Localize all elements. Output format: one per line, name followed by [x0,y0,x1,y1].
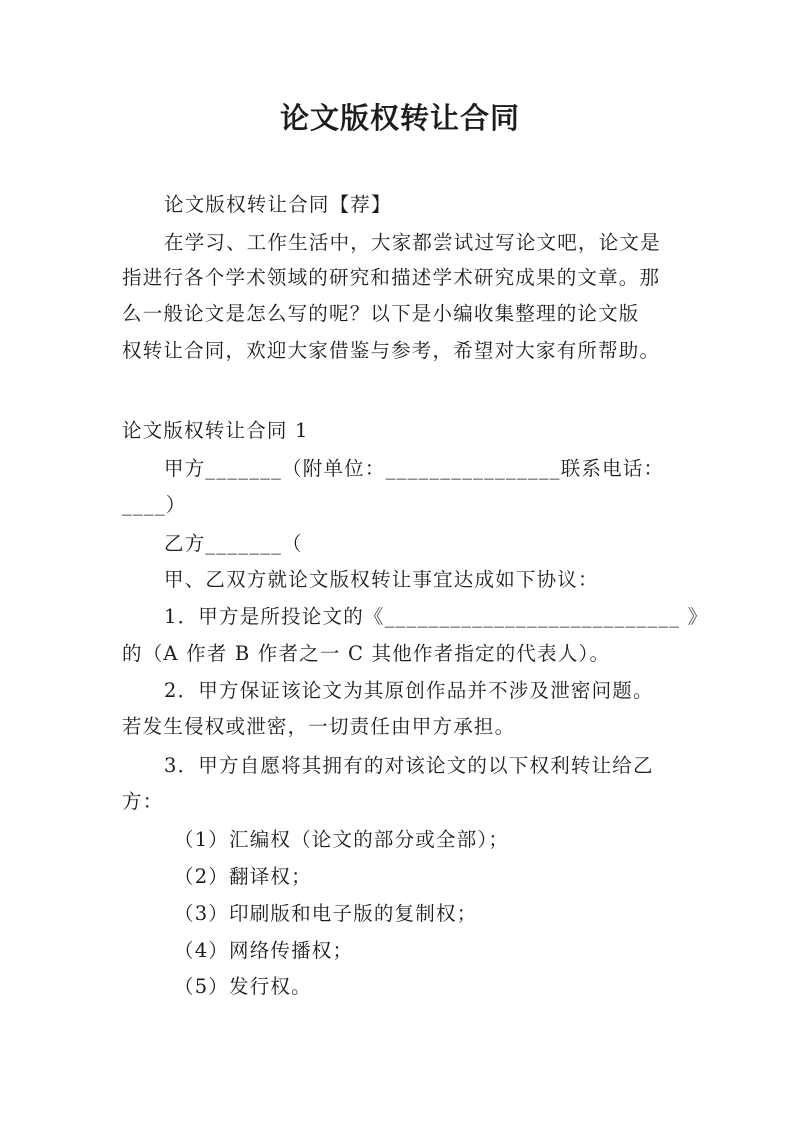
clause-2-line-1: 2．甲方保证该论文为其原创作品并不涉及泄密问题。 [164,679,654,702]
party-a-line-1: 甲方_______（附单位：________________联系电话： [164,457,665,480]
intro-line-1: 在学习、工作生活中，大家都尝试过写论文吧，论文是 [164,231,661,254]
document-title: 论文版权转让合同 [279,101,520,135]
right-item-3: （3）印刷版和电子版的复制权； [174,902,478,925]
party-b-line: 乙方_______（ [164,532,303,555]
right-item-2: （2）翻译权； [174,865,312,888]
clause-3-line-1: 3．甲方自愿将其拥有的对该论文的以下权利转让给乙 [164,754,654,777]
clause-1-line-1: 1．甲方是所投论文的《___________________________ 》 [164,605,709,628]
right-item-1: （1）汇编权（论文的部分或全部）； [174,828,510,851]
intro-line-4: 权转让合同，欢迎大家借鉴与参考，希望对大家有所帮助。 [122,339,661,362]
document-subtitle: 论文版权转让合同【荐】 [164,193,392,216]
agreement-line: 甲、乙双方就论文版权转让事宜达成如下协议： [164,568,599,591]
clause-1-line-2: 的（A 作者 B 作者之一 C 其他作者指定的代表人）。 [122,642,611,665]
section-heading: 论文版权转让合同 1 [122,419,309,442]
party-a-line-2: ____） [122,493,187,516]
intro-line-2: 指进行各个学术领域的研究和描述学术研究成果的文章。那 [122,266,661,289]
clause-2-line-2: 若发生侵权或泄密，一切责任由甲方承担。 [122,715,516,738]
right-item-5: （5）发行权。 [174,975,312,998]
intro-line-3: 么一般论文是怎么写的呢？以下是小编收集整理的论文版 [122,302,640,325]
right-item-4: （4）网络传播权； [174,939,354,962]
clause-3-line-2: 方： [122,790,164,813]
